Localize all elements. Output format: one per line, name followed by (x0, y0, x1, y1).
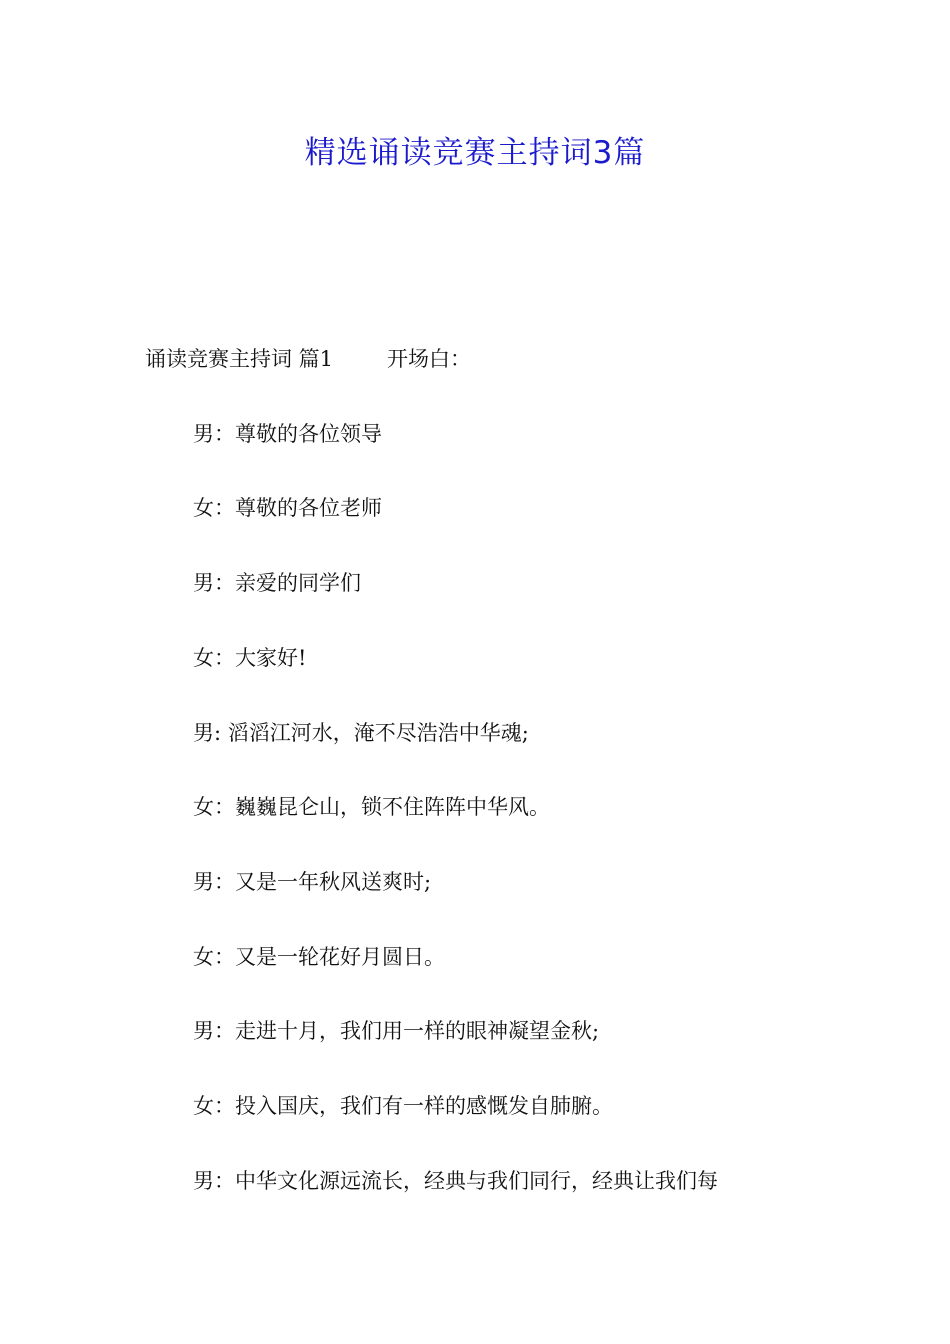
script-line: 男: 滔滔江河水，淹不尽浩浩中华魂; (193, 721, 529, 745)
script-line: 女：又是一轮花好月圆日。 (193, 945, 445, 969)
script-line: 女：投入国庆，我们有一样的感慨发自肺腑。 (193, 1094, 613, 1118)
section-heading-row (145, 342, 471, 376)
script-line: 男：亲爱的同学们 (193, 571, 361, 595)
script-line: 女：大家好! (193, 646, 307, 670)
script-line: 男：又是一年秋风送爽时; (193, 870, 432, 894)
script-line: 男：走进十月，我们用一样的眼神凝望金秋; (193, 1019, 600, 1043)
section-heading: 诵读竞赛主持词 篇1 (145, 347, 334, 371)
script-line: 男：尊敬的各位领导 (193, 422, 382, 446)
script-line: 男：中华文化源远流长，经典与我们同行，经典让我们每 (193, 1169, 718, 1193)
script-line: 女：尊敬的各位老师 (193, 496, 382, 520)
script-line: 女：巍巍昆仑山，锁不住阵阵中华风。 (193, 795, 550, 819)
document-title: 精选诵读竞赛主持词3篇 (304, 135, 646, 171)
opening-label: 开场白： (387, 347, 472, 371)
